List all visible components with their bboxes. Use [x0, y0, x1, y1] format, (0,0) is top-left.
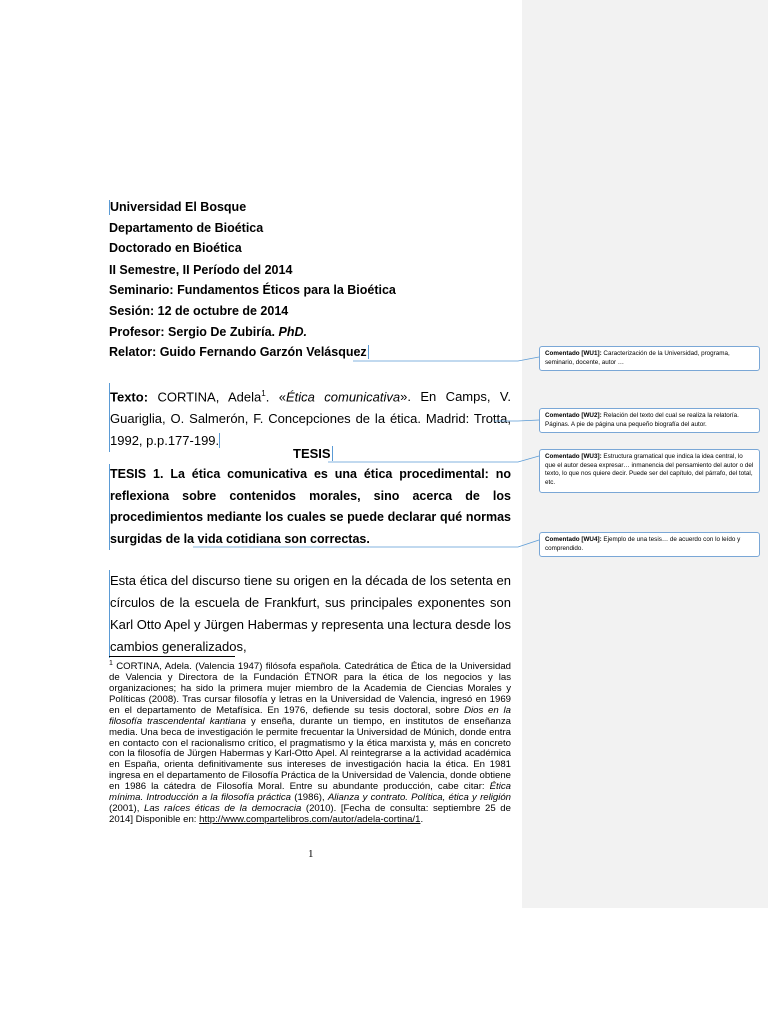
footnote-text-2: y enseña, durante un tiempo, en institutos de enseñanza media. Una beca de investigación le permite frecuentar la Universidad de Múnich, donde entra en contacto con el racionalismo crítico, el pragmatismo y la ética marxista y, más en concreto con la filosofía de Jürgen Habermas y Karl-Otto Apel. Al reintegrarse a la actividad académica en España, orienta definitivamente sus intereses de investigación hacia la ética. En 1981 ingresa en el departamento de Filosofía Práctica de la Universidad de Valencia, donde obtiene en 1986 la cátedra de Filosofía Moral. Entre su abundante producción, cabe citar: — [109, 715, 512, 793]
department-line[interactable]: Departamento de Bioética — [109, 221, 264, 235]
footnote-italic-3: Alianza y contrato. Política, ética y religión — [327, 792, 511, 804]
page-number: 1 — [308, 848, 314, 860]
comment-wu4[interactable] — [539, 532, 760, 557]
comment-wu2-author: Comentado [WU2]: — [545, 412, 602, 419]
professor-line[interactable] — [109, 325, 307, 340]
comment-wu1[interactable] — [539, 346, 760, 371]
professor-degree: PhD. — [278, 325, 307, 339]
relator-text: Relator: Guido Fernando Garzón Velásquez — [109, 345, 367, 359]
body-paragraph[interactable]: Esta ética del discurso tiene su origen en la década de los setenta en círculos de la escuela de Frankfurt, sus principales exponentes son Karl Otto Apel y Jürgen Habermas y representa una lectura desde los cambios generalizados, — [109, 570, 511, 658]
footnote-source-link[interactable]: http://www.compartelibros.com/autor/adela-cortina/1 — [199, 813, 421, 825]
session-line[interactable]: Sesión: 12 de octubre de 2014 — [109, 304, 289, 318]
footnote-ref-mark[interactable]: 1 — [261, 389, 266, 398]
tesis-heading-text: TESIS — [293, 446, 331, 461]
comment-wu2-text: Relación del texto del cual se realiza la relatoría. Páginas. A pie de página una pequeño biografía del autor. — [545, 412, 739, 428]
comment-wu2[interactable] — [539, 408, 760, 433]
texto-label: Texto: — [110, 389, 149, 405]
comment-wu3[interactable] — [539, 449, 760, 493]
footnote-text-1: CORTINA, Adela. (Valencia 1947) filósofa española. Catedrática de Ética de la Universidad de Valencia y Directora de la Fundación ÉTNOR para la ética de los negocios y las organizaciones; ha sido la primera mujer miembro de la Academia de Ciencias Morales y Políticas (2008). Tras cursar filosofía y letras en la Universidad de Valencia, ingresó en 1969 en el departamento de Metafísica. En 1976, defiende su tesis doctoral, sobre — [109, 661, 511, 716]
footnote-italic-4: Las raíces éticas de la democracia — [143, 802, 302, 814]
comment-wu3-author: Comentado [WU3]: — [545, 453, 602, 460]
footnote-italic-2: Ética mínima. Introducción a la filosofía práctica — [109, 781, 511, 804]
comment-wu4-text: Ejemplo de una tesis… de acuerdo con lo leído y comprendido. — [545, 536, 741, 552]
texto-reference[interactable] — [109, 383, 511, 452]
texto-author: CORTINA, Adela — [148, 389, 262, 405]
texto-rest: ». En Camps, V. Guariglia, O. Salmerón, F. Concepciones de la ética. Madrid: Trotta, 1992, p.p.177-199. — [110, 389, 511, 449]
texto-sep: . « — [265, 389, 286, 405]
seminar-line[interactable]: Seminario: Fundamentos Éticos para la Bioética — [109, 283, 396, 297]
texto-title: Ética comunicativa — [285, 389, 401, 405]
footnote-text-5: (2010). [Fecha de consulta: septiembre 25 de 2014] Disponible en: — [109, 802, 511, 825]
tesis-1-paragraph[interactable]: TESIS 1. La ética comunicativa es una ética procedimental: no reflexiona sobre contenidos morales, sino acerca de los procedimientos mediante los cuales se puede declarar qué normas surgidas de la vida cotidiana son correctas. — [109, 464, 511, 550]
program-line[interactable]: Doctorado en Bioética — [109, 241, 242, 255]
footnote-text-3: (1986), — [291, 792, 328, 804]
footnote-italic-1: Dios en la filosofía trascendental kantiana — [109, 704, 511, 727]
comment-wu1-author: Comentado [WU1]: — [545, 350, 602, 357]
footnote-text-6: . — [420, 813, 424, 825]
comment-wu3-text: Estructura gramatical que indica la idea central, lo que el autor desea expresar… inmanencia del pensamiento del autor o del texto, lo que nos quiere decir. Puede ser del capítulo, del párrafo, del total, etc. — [545, 453, 754, 487]
footnote-separator — [109, 656, 235, 657]
tesis-heading[interactable] — [293, 446, 333, 462]
university-line[interactable]: Universidad El Bosque — [110, 200, 247, 214]
relator-line[interactable] — [109, 345, 369, 360]
comment-wu1-text: Caracterización de la Universidad, programa, seminario, docente, autor … — [545, 350, 730, 366]
footnote-text-4: (2001), — [109, 802, 144, 814]
professor-label: Profesor: Sergio De Zubiría. — [109, 325, 279, 339]
comment-wu4-author: Comentado [WU4]: — [545, 536, 602, 543]
footnote-mark: 1 — [109, 660, 113, 667]
footnote-1[interactable] — [109, 659, 511, 826]
semester-line[interactable]: II Semestre, II Período del 2014 — [109, 263, 293, 277]
